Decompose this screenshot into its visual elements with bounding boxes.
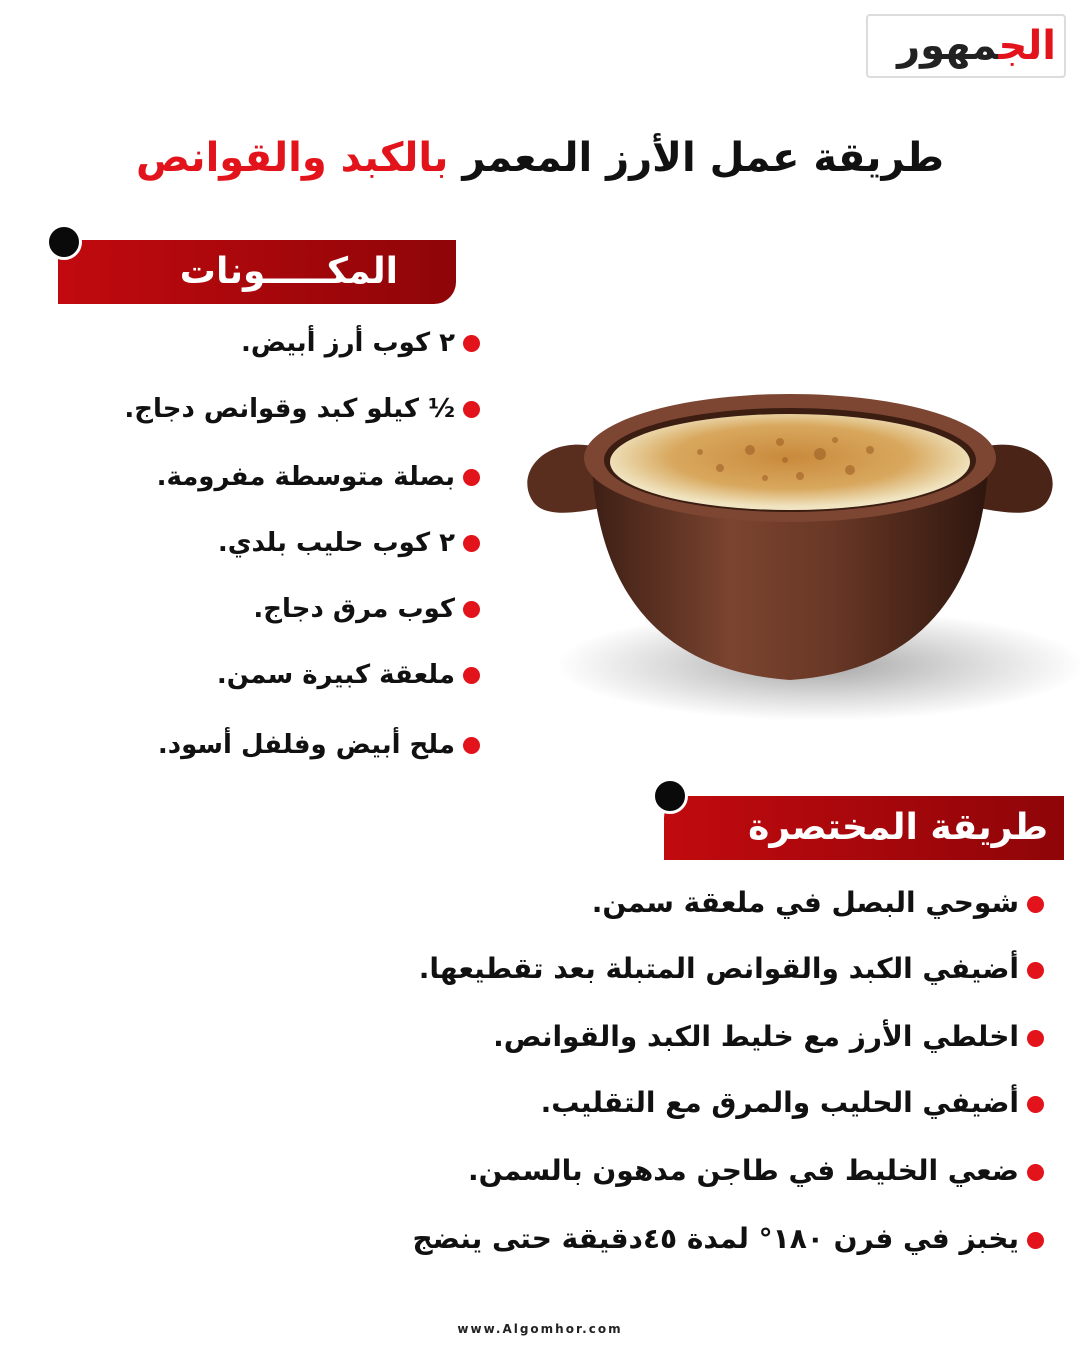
brand-logo[interactable] xyxy=(866,14,1066,78)
list-item xyxy=(218,526,480,560)
bullet-dot xyxy=(463,401,480,418)
footer-website-url[interactable]: www.Algomhor.com xyxy=(457,1322,623,1336)
bullet-dot xyxy=(463,535,480,552)
title-highlight: بالكبد والقوانص xyxy=(135,135,449,181)
bullet-dot xyxy=(1027,1030,1044,1047)
list-item xyxy=(413,1222,1044,1256)
method-steps-list xyxy=(304,886,1044,1266)
step-text: يخبز في فرن ١٨٠° لمدة ٤٥دقيقة حتى ينضج xyxy=(412,1222,1019,1255)
bullet-dot xyxy=(463,667,480,684)
step-text: اخلطي الأرز مع خليط الكبد والقوانص. xyxy=(493,1020,1019,1053)
ingredients-heading: المكـــــونات xyxy=(179,251,398,292)
ingredient-text: بصلة متوسطة مفرومة. xyxy=(156,462,455,492)
list-item xyxy=(124,392,480,426)
ingredient-text: ٢ كوب أرز أبيض. xyxy=(240,328,455,358)
bullet-dot xyxy=(463,601,480,618)
bullet-dot xyxy=(1027,896,1044,913)
list-item xyxy=(493,1020,1044,1054)
clay-pot-rice-image xyxy=(520,380,1060,720)
bullet-dot xyxy=(1027,1232,1044,1249)
bullet-dot xyxy=(463,335,480,352)
step-text: ضعي الخليط في طاجن مدهون بالسمن. xyxy=(467,1154,1019,1187)
bullet-dot xyxy=(463,737,480,754)
list-item xyxy=(217,658,480,692)
bullet-dot xyxy=(1027,1164,1044,1181)
bullet-dot xyxy=(1027,962,1044,979)
ingredient-text: كوب مرق دجاج. xyxy=(253,594,455,624)
list-item xyxy=(468,1154,1044,1188)
list-item xyxy=(592,886,1044,920)
method-heading: طريقة المختصرة xyxy=(748,807,1048,848)
ingredient-text: ملح أبيض وفلفل أسود. xyxy=(157,730,455,760)
list-item xyxy=(253,592,480,626)
logo-wordmark xyxy=(897,18,1056,74)
list-item xyxy=(419,952,1044,986)
bullet-dot xyxy=(463,469,480,486)
ingredients-heading-banner xyxy=(58,240,456,304)
list-item xyxy=(157,460,480,494)
step-text: شوحي البصل في ملعقة سمن. xyxy=(591,886,1019,919)
method-heading-banner xyxy=(664,796,1064,860)
ingredients-heading-dot xyxy=(46,224,82,260)
bullet-dot xyxy=(1027,1096,1044,1113)
ingredient-text: ملعقة كبيرة سمن. xyxy=(216,660,455,690)
ingredients-list xyxy=(40,326,480,766)
list-item xyxy=(241,326,480,360)
step-text: أضيفي الحليب والمرق مع التقليب. xyxy=(540,1086,1019,1119)
logo-text-dark: مهور xyxy=(897,23,999,69)
step-text: أضيفي الكبد والقوانص المتبلة بعد تقطيعها. xyxy=(418,952,1019,985)
ingredient-text: ½ كيلو كبد وقوانص دجاج. xyxy=(124,394,455,424)
list-item xyxy=(158,728,480,762)
method-heading-dot xyxy=(652,778,688,814)
ingredient-text: ٢ كوب حليب بلدي. xyxy=(217,528,455,558)
list-item xyxy=(541,1086,1044,1120)
page-title xyxy=(60,132,1020,184)
logo-text-red: الج xyxy=(998,23,1056,69)
title-main: طريقة عمل الأرز المعمر xyxy=(462,135,944,181)
